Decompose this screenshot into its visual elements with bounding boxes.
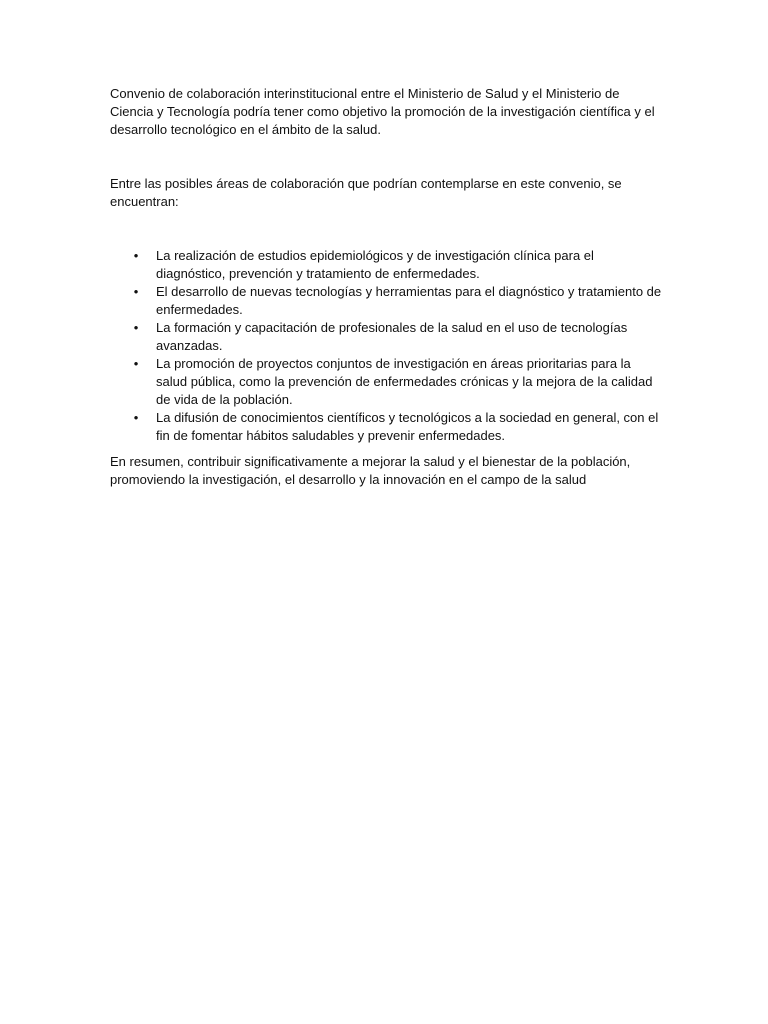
list-item-text: La realización de estudios epidemiológicos y de investigación clínica para el diagnóstico, prevención y tratamiento de enfermedades. [156, 248, 594, 281]
bullet-icon: • [133, 410, 139, 425]
bullet-icon: • [133, 284, 139, 299]
list-item [110, 247, 662, 283]
list-item-text: La promoción de proyectos conjuntos de investigación en áreas prioritarias para la salud pública, como la prevención de enfermedades crónicas y la mejora de la calidad de vida de la población. [156, 356, 653, 407]
summary-paragraph: En resumen, contribuir significativamente a mejorar la salud y el bienestar de la población, promoviendo la investigación, el desarrollo y la innovación en el campo de la salud [110, 454, 631, 487]
list-item [110, 283, 662, 319]
bullet-icon: • [133, 320, 139, 335]
list-item [110, 319, 662, 355]
areas-intro-paragraph: Entre las posibles áreas de colaboración que podrían contemplarse en este convenio, se encuentran: [110, 176, 622, 209]
list-item [110, 355, 662, 409]
bullet-icon: • [133, 248, 139, 263]
list-item-text: El desarrollo de nuevas tecnologías y herramientas para el diagnóstico y tratamiento de enfermedades. [156, 284, 662, 317]
collaboration-areas-list [110, 247, 662, 445]
bullet-icon: • [133, 356, 139, 371]
document-body [110, 85, 662, 489]
list-item [110, 409, 662, 445]
list-item-text: La formación y capacitación de profesionales de la salud en el uso de tecnologías avanzadas. [156, 320, 628, 353]
list-item-text: La difusión de conocimientos científicos y tecnológicos a la sociedad en general, con el fin de fomentar hábitos saludables y prevenir enfermedades. [156, 410, 659, 443]
intro-paragraph: Convenio de colaboración interinstitucional entre el Ministerio de Salud y el Ministerio de Ciencia y Tecnología podría tener como objetivo la promoción de la investigación científica y el desarrollo tecnológico en el ámbito de la salud. [110, 86, 655, 137]
